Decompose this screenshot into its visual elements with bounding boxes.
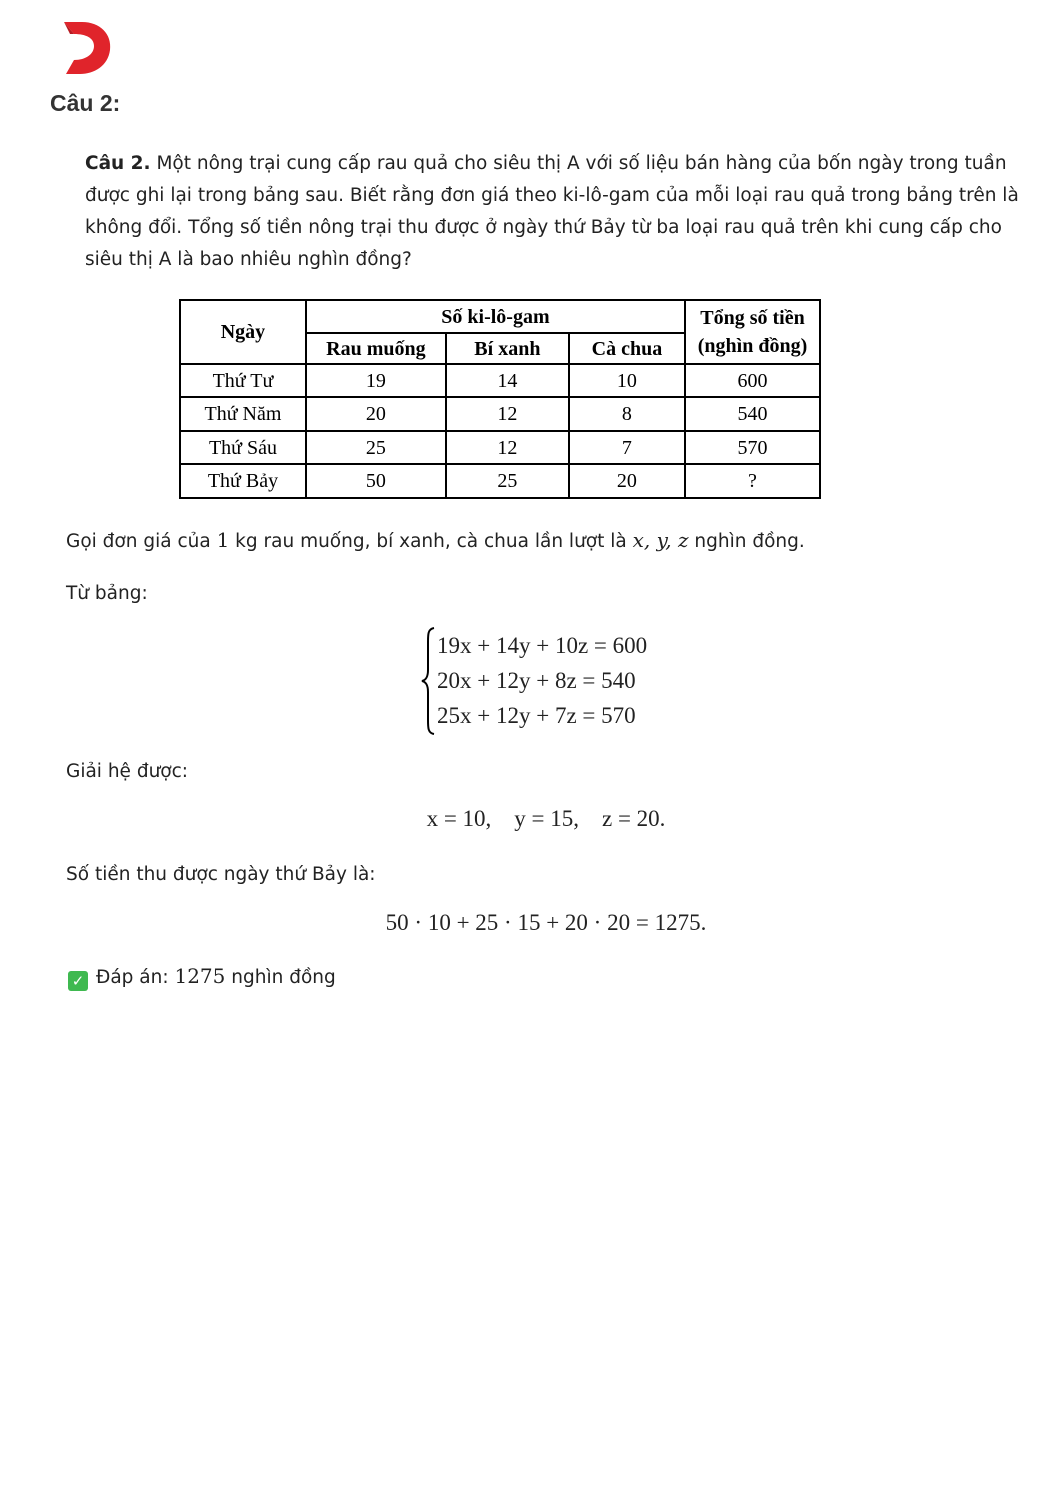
calculation-line: 50 · 10 + 25 · 15 + 20 · 20 = 1275.	[385, 910, 707, 935]
answer-line	[68, 964, 336, 991]
question-title: Câu 2:	[50, 90, 121, 116]
equation-3: 25x + 12y + 7z = 570	[437, 703, 636, 728]
row-value: 25	[446, 464, 569, 498]
row-value: 19	[306, 364, 446, 397]
row-day: Thứ Bảy	[180, 464, 306, 498]
brand-logo-icon	[60, 20, 112, 76]
solution-values: x = 10, y = 15, z = 20.	[426, 806, 666, 831]
row-total: 570	[685, 431, 820, 464]
row-day: Thứ Sáu	[180, 431, 306, 464]
row-value: 20	[569, 464, 685, 498]
row-day: Thứ Tư	[180, 364, 306, 397]
table-row	[180, 431, 820, 464]
problem-text: Một nông trại cung cấp rau quả cho siêu thị A với số liệu bán hàng của bốn ngày trong tuần được ghi lại trong bảng sau. Biết rằng đơn giá theo ki-lô-gam của mỗi loại rau quả trong bảng trên là không đổi. Tổng số tiền nông trại thu được ở ngày thứ Bảy từ ba loại rau quả trên khi cung cấp cho siêu thị A là bao nhiêu nghìn đồng?	[85, 153, 1019, 270]
header-total-line2: (nghìn đồng)	[697, 335, 808, 357]
answer-unit: nghìn đồng	[225, 967, 336, 988]
row-value: 10	[569, 364, 685, 397]
check-mark-icon: ✓	[68, 971, 88, 991]
row-total: ?	[685, 464, 820, 498]
solve-text: Giải hệ được:	[66, 761, 189, 782]
row-total: 600	[685, 364, 820, 397]
row-value: 20	[306, 397, 446, 431]
intro-suffix: nghìn đồng.	[688, 531, 805, 552]
row-value: 12	[446, 397, 569, 431]
from-table-text: Từ bảng:	[66, 583, 148, 604]
solution-intro	[66, 528, 805, 552]
header-total-line1: Tổng số tiền	[700, 307, 805, 329]
row-value: 8	[569, 397, 685, 431]
row-value: 7	[569, 431, 685, 464]
table-row	[180, 397, 820, 431]
intro-prefix: Gọi đơn giá của	[66, 531, 217, 552]
header-kg: Số ki-lô-gam	[306, 300, 685, 333]
subheader-ca-chua: Cà chua	[569, 333, 685, 364]
table-row	[180, 464, 820, 498]
left-brace-icon	[420, 626, 436, 736]
row-day: Thứ Năm	[180, 397, 306, 431]
answer-value: 1275	[174, 964, 226, 988]
table-row	[180, 364, 820, 397]
row-value: 50	[306, 464, 446, 498]
header-day: Ngày	[180, 300, 306, 364]
sales-table	[179, 299, 821, 499]
row-value: 14	[446, 364, 569, 397]
intro-vars: x, y, z	[632, 528, 689, 552]
problem-label: Câu 2.	[85, 153, 151, 174]
header-total	[685, 300, 820, 364]
intro-one: 1	[216, 528, 230, 552]
row-value: 25	[306, 431, 446, 464]
equation-1: 19x + 14y + 10z = 600	[437, 633, 648, 658]
row-value: 12	[446, 431, 569, 464]
answer-label: Đáp án:	[96, 967, 175, 988]
row-total: 540	[685, 397, 820, 431]
subheader-rau-muong: Rau muống	[306, 333, 446, 364]
intro-middle: kg rau muống, bí xanh, cà chua lần lượt là	[229, 531, 633, 552]
saturday-text: Số tiền thu được ngày thứ Bảy là:	[66, 864, 376, 885]
problem-statement	[85, 148, 1040, 276]
subheader-bi-xanh: Bí xanh	[446, 333, 569, 364]
equation-2: 20x + 12y + 8z = 540	[437, 668, 636, 693]
